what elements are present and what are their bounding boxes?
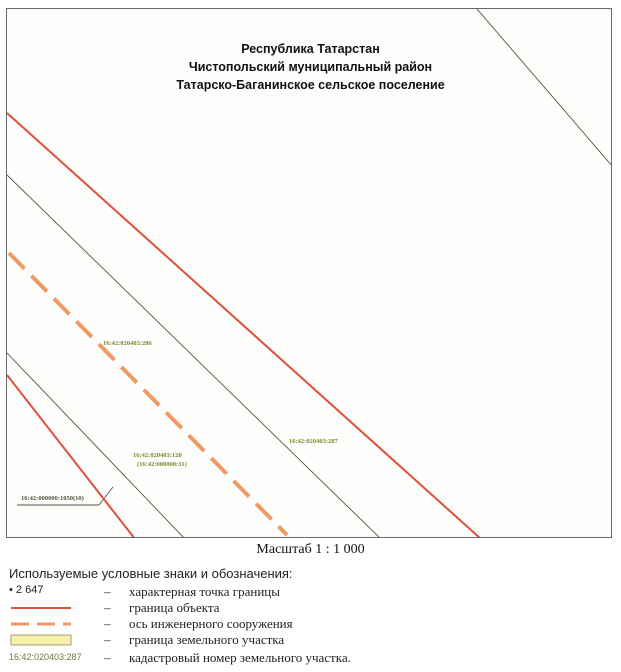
- legend-text-object-boundary: граница объекта: [129, 600, 220, 615]
- parcel-boundary-line-3: [7, 353, 185, 538]
- legend-dash: –: [104, 600, 111, 615]
- legend-text-cadastral-number: кадастровый номер земельного участка.: [129, 650, 351, 665]
- legend-row-parcel-boundary: [9, 632, 609, 648]
- parcel-label-286: 16:42:020403:286: [103, 340, 152, 347]
- parcel-boundary-line-2: [7, 175, 381, 538]
- parcel-label-120-sub: (16:42:000000:31): [137, 461, 187, 468]
- legend-title: Используемые условные знаки и обозначения:: [9, 566, 293, 581]
- header-republic: Республика Татарстан: [241, 42, 380, 56]
- legend-symbol-object-boundary: [9, 600, 89, 616]
- legend-symbol-engineering-axis: [9, 616, 89, 632]
- legend-text-engineering-axis: ось инженерного сооружения: [129, 616, 293, 631]
- legend-row-point: [9, 584, 609, 600]
- map-scale: Масштаб 1 : 1 000: [256, 542, 365, 557]
- legend-symbol-point: • 2 647: [9, 584, 44, 596]
- parcel-label-120: 16:42:020403:120: [133, 452, 182, 459]
- legend-text-point: характерная точка границы: [129, 584, 280, 599]
- legend-dash: –: [104, 632, 111, 647]
- legend-dash: –: [104, 616, 111, 631]
- legend-text-parcel-boundary: граница земельного участка: [129, 632, 285, 647]
- object-boundary-line-2: [7, 375, 135, 538]
- legend-symbol-parcel-boundary: [9, 632, 89, 648]
- legend-dash: –: [104, 650, 111, 665]
- engineering-axis-line: [9, 253, 287, 535]
- legend-row-engineering-axis: [9, 616, 609, 632]
- legend-dash: –: [104, 584, 111, 599]
- parcel-label-287: 16:42:020403:287: [289, 438, 338, 445]
- legend-row-object-boundary: [9, 600, 609, 616]
- legend-symbol-cadastral-number: 16:42:020403:287: [9, 652, 82, 662]
- header-district: Чистопольский муниципальный район: [188, 60, 433, 74]
- parcel-label-1050: 16:42:000000:1050(10): [21, 495, 84, 502]
- legend-row-cadastral-number: [9, 650, 609, 666]
- header-settlement: Татарско-Баганинское сельское поселение: [176, 78, 445, 92]
